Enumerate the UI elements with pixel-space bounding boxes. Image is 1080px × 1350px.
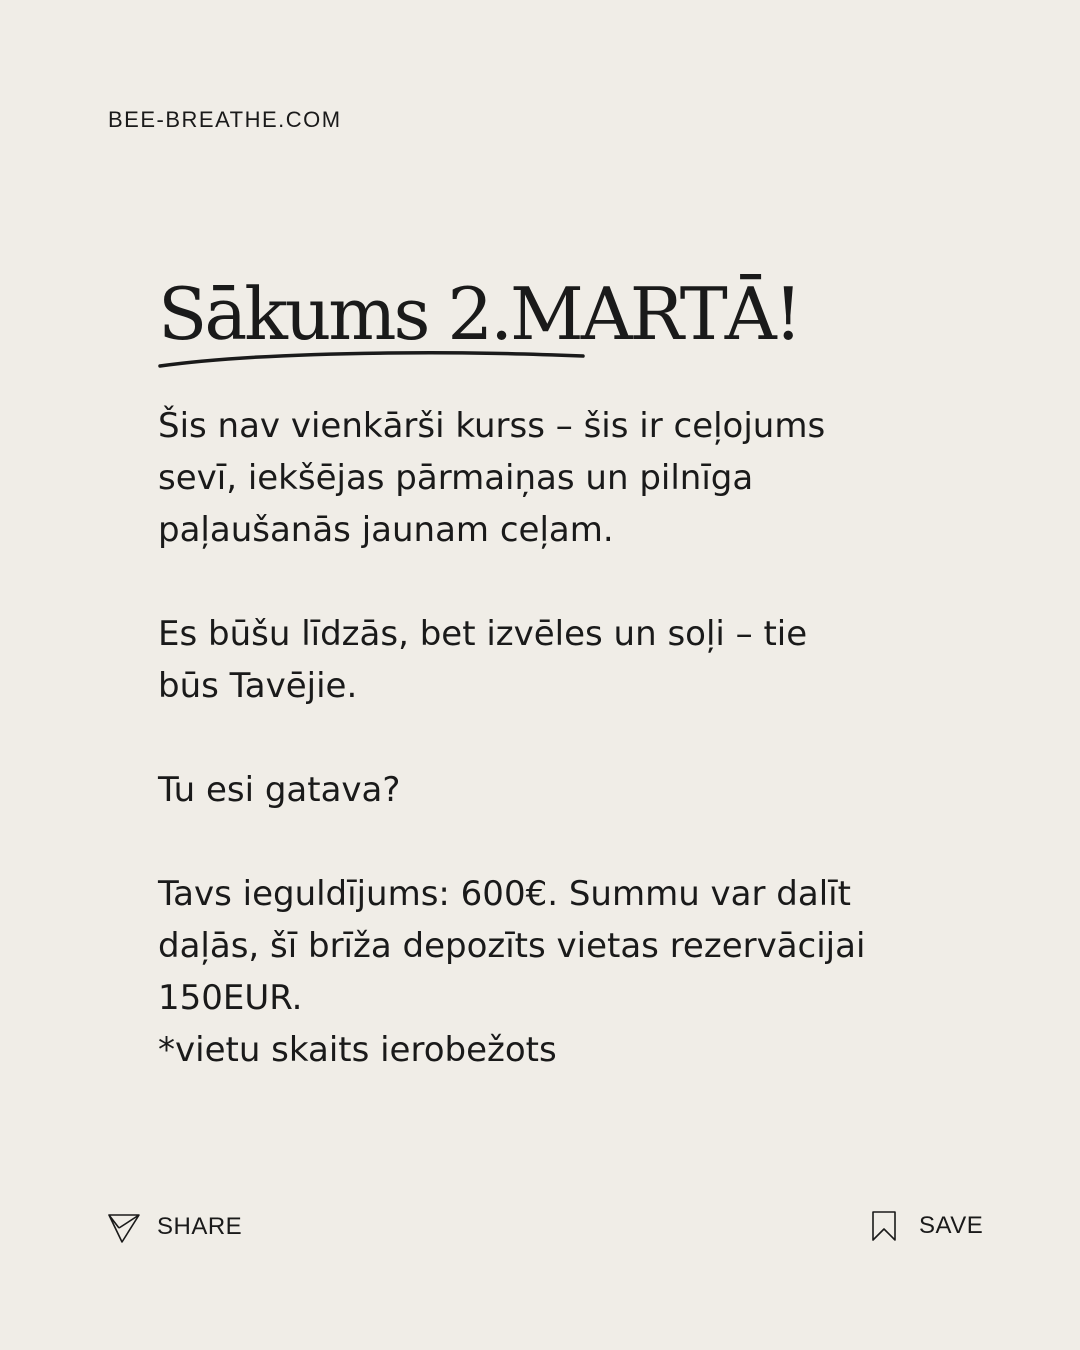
- headline: Sākums 2.MARTĀ!: [158, 272, 800, 356]
- body-line: Tu esi gatava?: [158, 770, 401, 810]
- body-line: būs Tavējie.: [158, 666, 358, 706]
- headline-underline: [158, 348, 588, 370]
- body-line: paļaušanās jaunam ceļam.: [158, 510, 614, 550]
- headline-block: [158, 272, 800, 356]
- share-button[interactable]: [107, 1210, 242, 1244]
- share-label: SHARE: [157, 1213, 243, 1240]
- body-line: sevī, iekšējas pārmaiņas un pilnīga: [158, 458, 754, 498]
- body-line: Tavs ieguldījums: 600€. Summu var dalīt: [158, 874, 851, 914]
- save-button[interactable]: [871, 1210, 983, 1242]
- bookmark-icon: [871, 1210, 897, 1242]
- body-line: daļās, šī brīža depozīts vietas rezervācijai: [158, 926, 866, 966]
- body-line: Es būšu līdzās, bet izvēles un soļi – tie: [158, 614, 808, 654]
- body-line: 150EUR.: [158, 978, 303, 1018]
- body-line: Šis nav vienkārši kurss – šis ir ceļojums: [158, 406, 826, 446]
- body-line: *vietu skaits ierobežots: [158, 1030, 557, 1070]
- save-label: SAVE: [919, 1212, 984, 1239]
- body-copy: [158, 400, 958, 1076]
- send-icon: [107, 1210, 141, 1244]
- site-url: BEE-BREATHE.COM: [108, 107, 342, 132]
